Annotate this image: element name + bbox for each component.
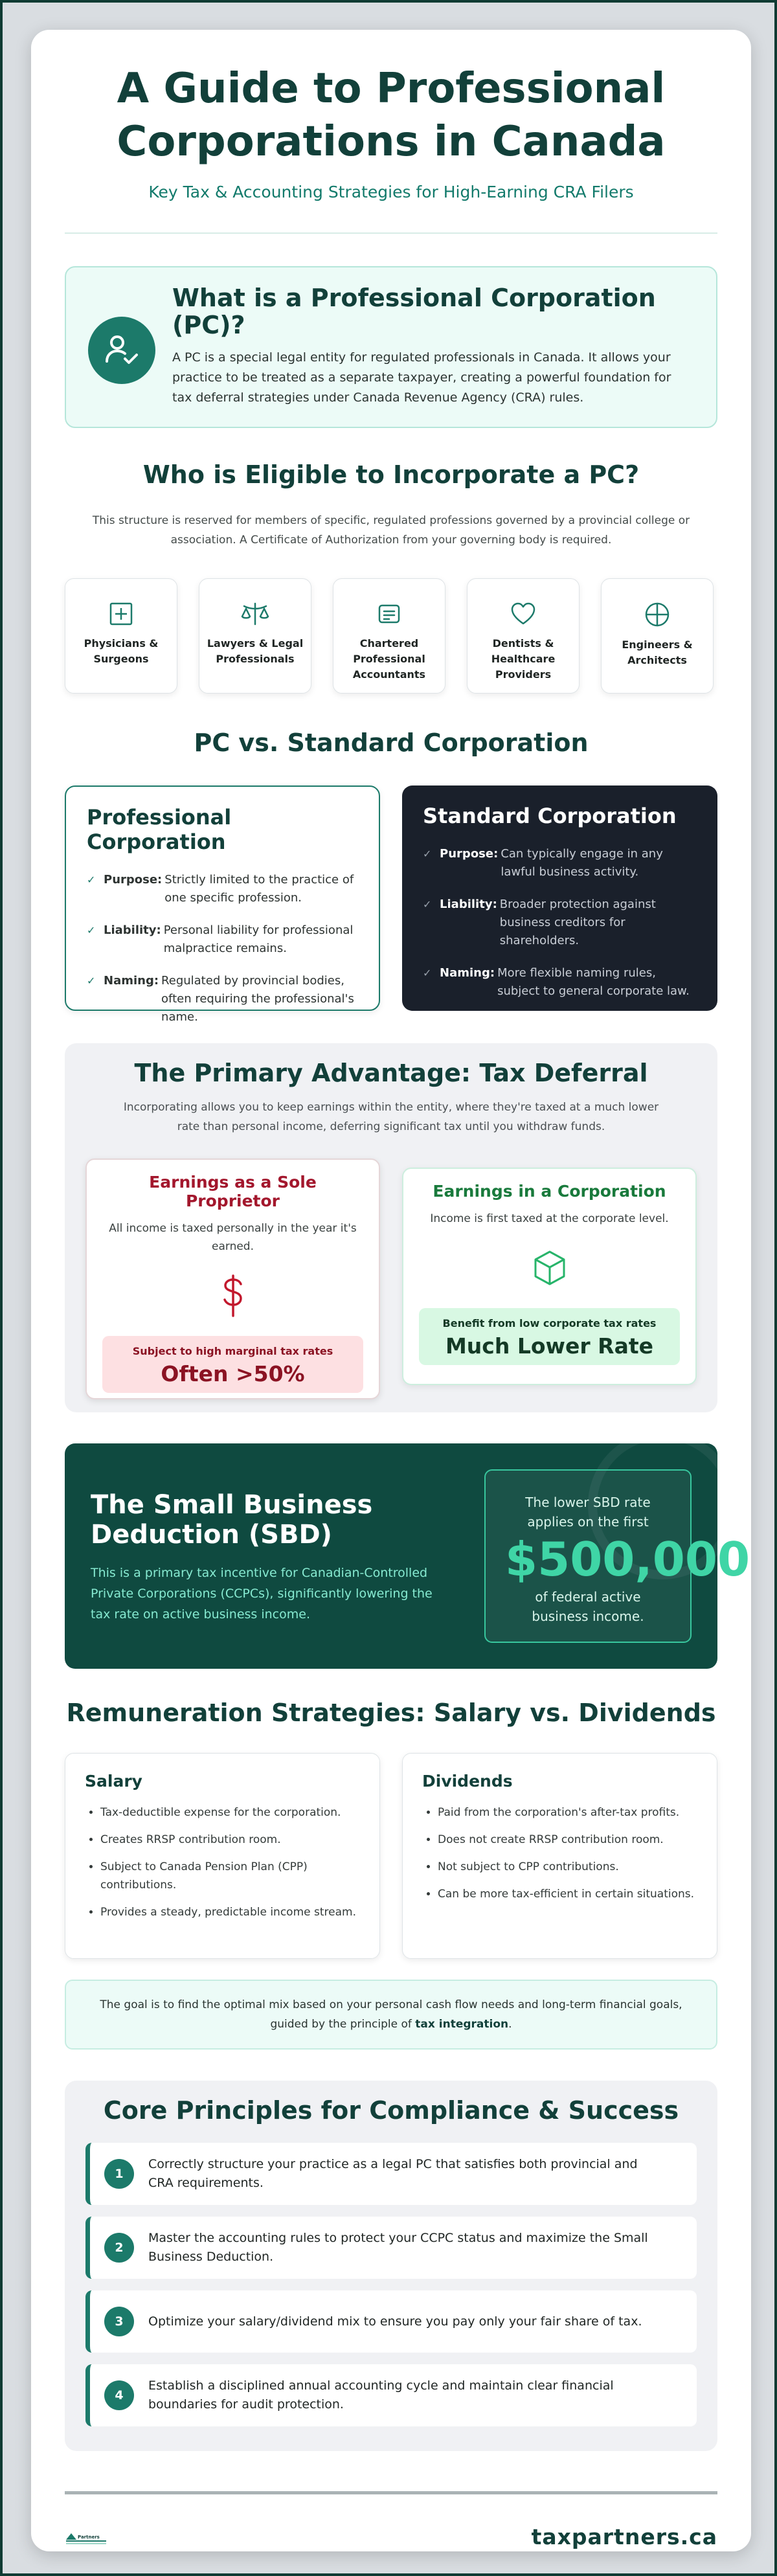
step-text: Optimize your salary/dividend mix to ensure you pay only your fair share of tax. — [148, 2314, 642, 2329]
footer-divider — [65, 2491, 717, 2494]
principle-step — [85, 2364, 697, 2426]
brand-logo — [65, 2529, 107, 2545]
what-is-pc-section — [65, 266, 717, 428]
core-heading: Core Principles for Compliance & Success — [103, 2096, 679, 2125]
pc-item: ✓ Naming: Regulated by provincial bodies, often requiring the professional's name. — [87, 972, 359, 1026]
check-icon: ✓ — [423, 967, 432, 979]
sbd-panel-top: The lower SBD rate applies on the first — [525, 1495, 651, 1530]
standard-item: ✓ Purpose: Can typically engage in any lawful business activity. — [423, 845, 698, 881]
sbd-body: This is a primary tax incentive for Canadian-Controlled Private Corporations (CCPCs), significantly lowering the tax rate on active business income. — [91, 1566, 433, 1621]
pc-card — [65, 785, 380, 1024]
dividends-item: • Can be more tax-efficient in certain situations. — [438, 1885, 697, 1903]
profession-physicians — [65, 578, 177, 694]
tax-deferral-section — [65, 1043, 717, 1412]
corporation-card — [402, 1168, 697, 1385]
earnings-row — [85, 1158, 697, 1399]
heart-icon — [510, 601, 537, 627]
user-check-icon — [88, 317, 155, 384]
check-icon: ✓ — [423, 848, 432, 860]
what-heading: What is a Professional Corporation (PC)? — [172, 284, 656, 339]
step-text: Establish a disciplined annual accounting cycle and maintain clear financial boundaries for audit protection. — [148, 2378, 614, 2412]
profession-label: Chartered Professional Accountants — [352, 637, 426, 681]
corp-rate-label: Benefit from low corporate tax rates — [442, 1317, 657, 1329]
salary-title: Salary — [85, 1772, 142, 1791]
principle-step — [85, 2143, 697, 2205]
deferral-heading: The Primary Advantage: Tax Deferral — [134, 1059, 648, 1087]
footer — [65, 2524, 717, 2549]
sole-proprietor-card — [85, 1158, 380, 1399]
sole-body: All income is taxed personally in the year it's earned. — [109, 1222, 357, 1253]
pc-item: ✓ Liability: Personal liability for professional malpractice remains. — [87, 921, 359, 958]
core-principles-section — [65, 2081, 717, 2451]
eligible-body: This structure is reserved for members of specific, regulated professions governed by a provincial college or association. A Certificate of Authorization from your governing body is required. — [92, 514, 690, 547]
standard-item: ✓ Liability: Broader protection against business creditors for shareholders. — [423, 896, 698, 950]
check-icon: ✓ — [87, 924, 96, 936]
sole-rate-box — [102, 1336, 363, 1393]
dividends-card — [402, 1753, 717, 1959]
infographic-card — [31, 30, 751, 2551]
dollar-icon — [102, 1271, 363, 1320]
svg-text:Partners: Partners — [78, 2534, 100, 2540]
profession-accountants — [333, 578, 445, 694]
calculator-icon — [376, 601, 402, 627]
dividends-item: • Does not create RRSP contribution room. — [438, 1831, 697, 1849]
check-icon: ✓ — [87, 874, 96, 886]
step-number: 1 — [104, 2159, 134, 2189]
step-number: 3 — [104, 2307, 134, 2336]
check-icon: ✓ — [423, 898, 432, 910]
header-divider — [65, 232, 717, 234]
sbd-section — [65, 1443, 750, 1669]
step-text: Master the accounting rules to protect your CCPC status and maximize the Small Business Deduction. — [148, 2231, 648, 2264]
step-number: 4 — [104, 2380, 134, 2410]
deferral-body: Incorporating allows you to keep earnings within the entity, where they're taxed at a much lower rate than personal income, deferring significant tax until you withdraw funds. — [123, 1101, 659, 1133]
pc-card-title: Professional Corporation — [87, 805, 232, 854]
salary-item: • Tax-deductible expense for the corporation. — [100, 1803, 360, 1822]
step-text: Correctly structure your practice as a legal PC that satisfies both provincial and CRA requirements. — [148, 2157, 638, 2190]
corp-rate-value: Much Lower Rate — [445, 1333, 654, 1359]
salary-card — [65, 1753, 380, 1959]
sole-rate-value: Often >50% — [161, 1361, 305, 1386]
salary-item: • Subject to Canada Pension Plan (CPP) contributions. — [100, 1858, 360, 1894]
medical-cross-icon — [108, 601, 134, 627]
salary-item: • Provides a steady, predictable income stream. — [100, 1903, 360, 1921]
profession-label: Lawyers & Legal Professionals — [207, 637, 304, 665]
comparison-heading: PC vs. Standard Corporation — [194, 729, 589, 757]
dividends-title: Dividends — [422, 1772, 513, 1791]
sole-rate-label: Subject to high marginal tax rates — [132, 1345, 333, 1357]
standard-item: ✓ Naming: More flexible naming rules, subject to general corporate law. — [423, 964, 698, 1000]
goal-note: The goal is to find the optimal mix based on your personal cash flow needs and long-term financial goals, guided by the principle of tax integration. — [65, 1980, 717, 2050]
profession-label: Physicians & Surgeons — [84, 637, 159, 665]
remuneration-row — [65, 1753, 717, 1959]
profession-engineers — [601, 578, 714, 694]
cube-icon — [419, 1243, 680, 1293]
profession-dentists — [467, 578, 580, 694]
profession-lawyers — [199, 578, 311, 694]
goal-text: The goal is to find the optimal mix based on your personal cash flow needs and long-term financial goals, guided by the principle of — [100, 1998, 682, 2031]
scales-icon — [240, 601, 270, 627]
corp-body: Income is first taxed at the corporate level. — [430, 1212, 669, 1225]
sbd-panel-bottom: of federal active business income. — [532, 1589, 644, 1624]
goal-bold: tax integration — [415, 2018, 509, 2031]
remuneration-heading: Remuneration Strategies: Salary vs. Dividends — [66, 1699, 716, 1727]
page-subtitle: Key Tax & Accounting Strategies for High-Earning CRA Filers — [148, 183, 634, 201]
profession-label: Engineers & Architects — [622, 638, 693, 666]
principle-step — [85, 2290, 697, 2353]
comparison-row — [65, 785, 717, 1024]
page-title: A Guide to Professional Corporations in Canada — [117, 65, 666, 166]
dividends-item: • Not subject to CPP contributions. — [438, 1858, 697, 1876]
dividends-item: • Paid from the corporation's after-tax profits. — [438, 1803, 697, 1822]
footer-site[interactable]: taxpartners.ca — [531, 2524, 717, 2549]
step-number: 2 — [104, 2233, 134, 2263]
sbd-amount: $500,000 — [505, 1532, 750, 1587]
professions-list — [65, 578, 717, 694]
check-icon: ✓ — [87, 975, 96, 987]
principle-step — [85, 2217, 697, 2279]
corp-title: Earnings in a Corporation — [433, 1182, 666, 1201]
compass-icon — [644, 601, 671, 628]
what-body: A PC is a special legal entity for regulated professionals in Canada. It allows your practice to be treated as a separate taxpayer, creating a powerful foundation for tax deferral strategies under Canada Revenue Agency (CRA) rules. — [172, 350, 671, 405]
salary-item: • Creates RRSP contribution room. — [100, 1831, 360, 1849]
sbd-limit-panel — [484, 1469, 750, 1643]
corp-rate-box — [419, 1308, 680, 1365]
standard-card — [402, 785, 717, 1011]
eligible-heading: Who is Eligible to Incorporate a PC? — [142, 460, 640, 489]
sbd-heading: The Small Business Deduction (SBD) — [91, 1490, 373, 1550]
standard-card-title: Standard Corporation — [423, 804, 677, 828]
pc-item: ✓ Purpose: Strictly limited to the practice of one specific profession. — [87, 871, 359, 907]
sole-title: Earnings as a Sole Proprietor — [149, 1173, 317, 1210]
profession-label: Dentists & Healthcare Providers — [491, 637, 556, 681]
